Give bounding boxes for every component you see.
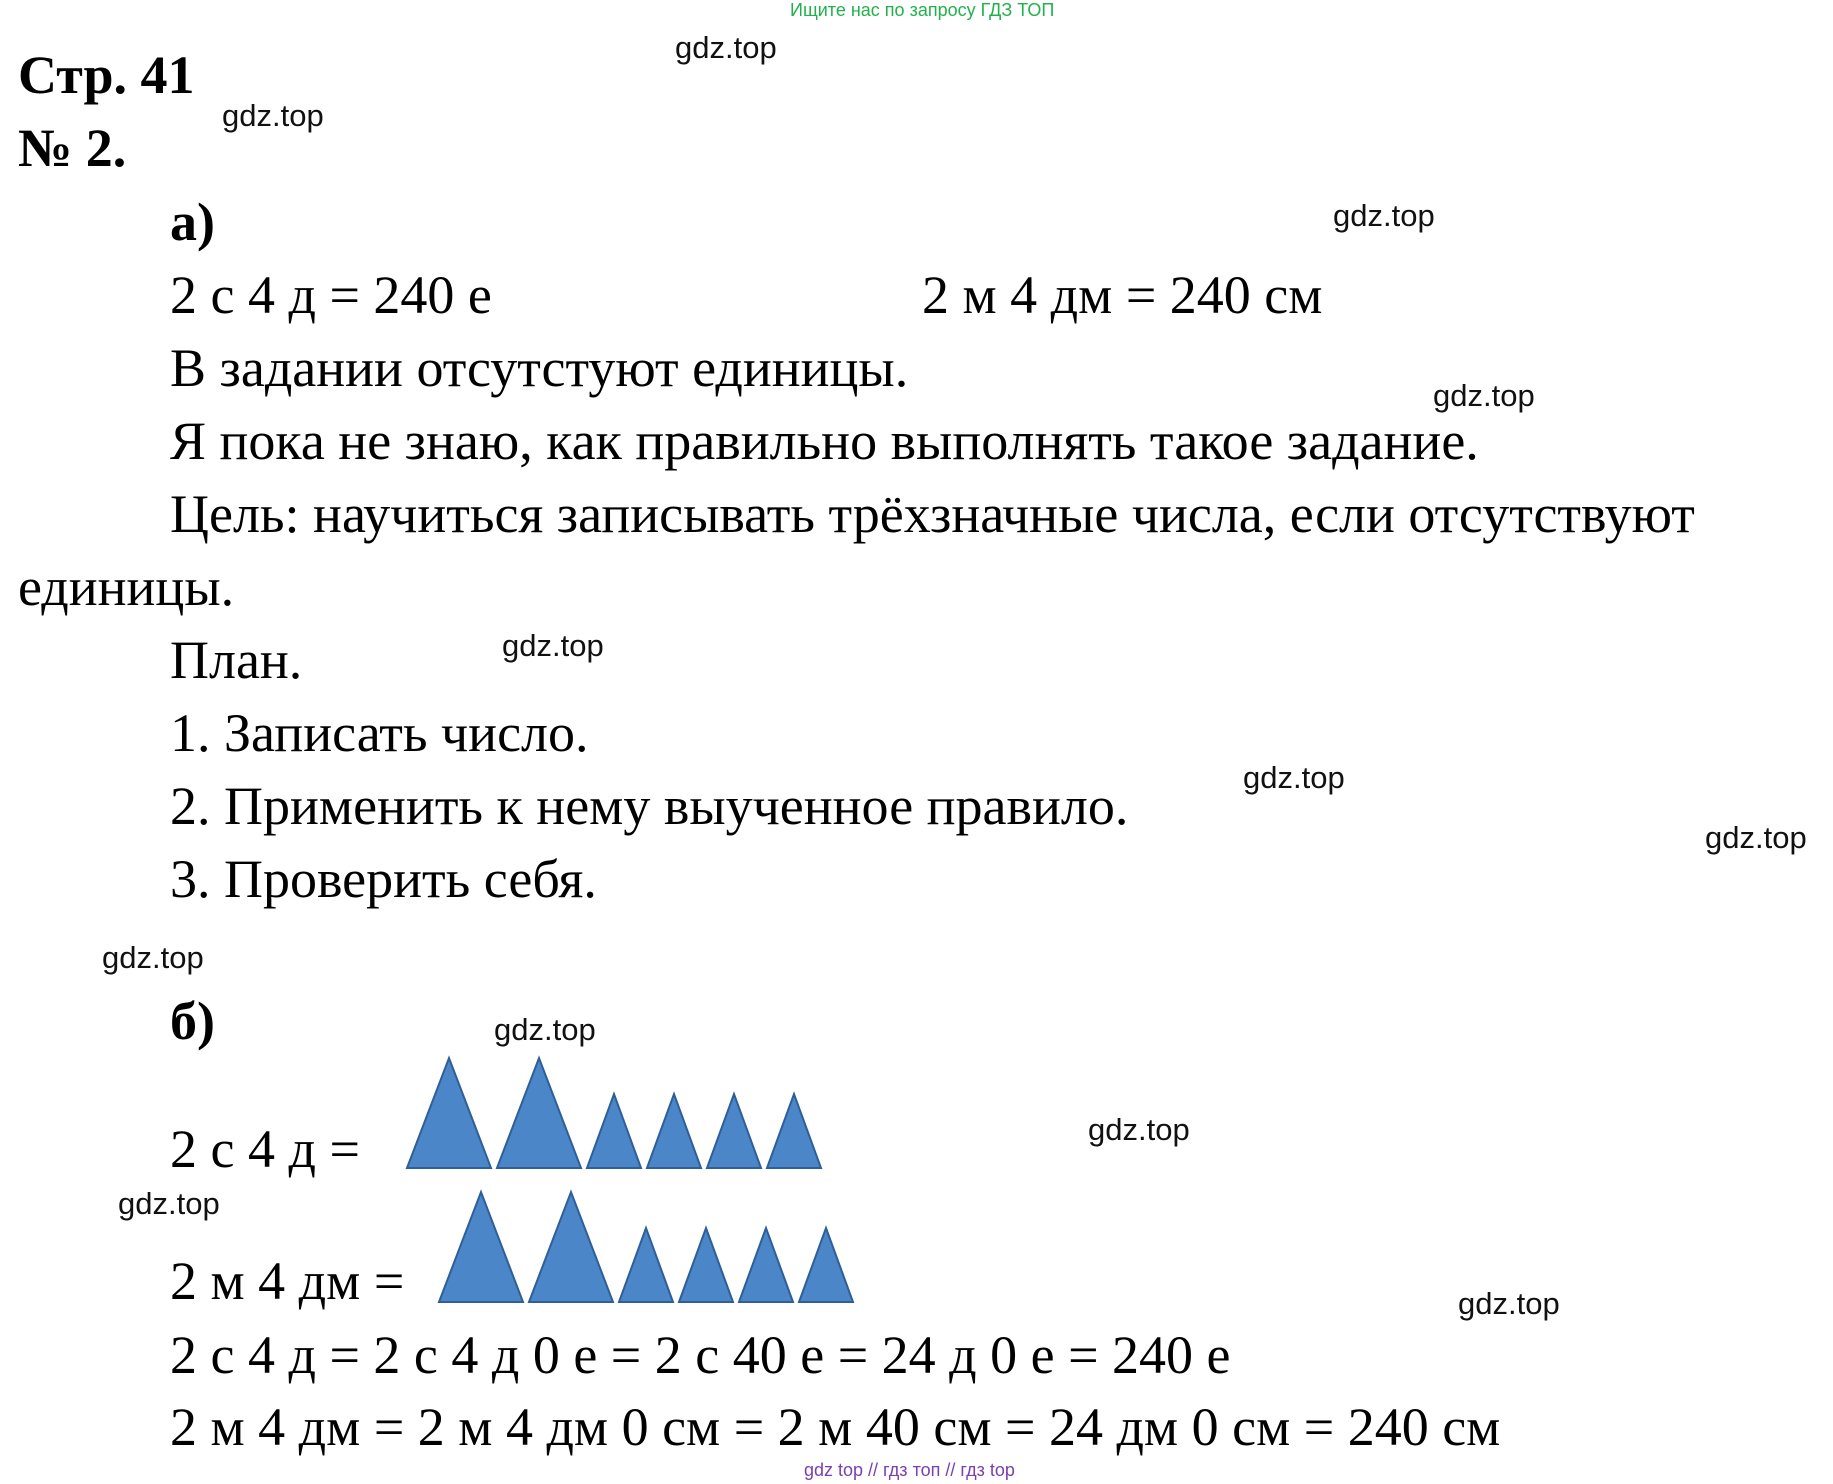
row2-label: 2 м 4 дм =: [170, 1251, 405, 1311]
small-triangle-icon: [619, 1228, 673, 1302]
plan-title: План.: [170, 630, 303, 690]
watermark: gdz.top: [1088, 1112, 1190, 1147]
triangle-row-2: [437, 1190, 877, 1310]
plan-item-1: 1. Записать число.: [170, 703, 589, 763]
bottom-banner: gdz top // гдз топ // гдз top: [804, 1460, 1015, 1480]
equation-2: 2 м 4 дм = 2 м 4 дм 0 см = 2 м 40 см = 24 дм 0 см = 240 см: [170, 1397, 1501, 1457]
watermark: gdz.top: [102, 940, 204, 975]
small-triangle-icon: [739, 1228, 793, 1302]
watermark: gdz.top: [494, 1012, 596, 1047]
watermark: gdz.top: [1458, 1286, 1560, 1321]
plan-item-2: 2. Применить к нему выученное правило.: [170, 776, 1129, 836]
small-triangle-icon: [767, 1094, 821, 1168]
equation-1: 2 с 4 д = 2 с 4 д 0 е = 2 с 40 е = 24 д 0 е = 240 е: [170, 1325, 1231, 1385]
big-triangle-icon: [407, 1058, 491, 1168]
part-a-line1: В задании отсутстуют единицы.: [170, 338, 909, 398]
watermark: gdz.top: [502, 628, 604, 663]
task-number: № 2.: [18, 118, 127, 178]
page-title: Стр. 41: [18, 45, 195, 105]
small-triangle-icon: [707, 1094, 761, 1168]
goal-line-1: Цель: научиться записывать трёхзначные числа, если отсутствуют: [170, 484, 1695, 544]
part-a-eq-right: 2 м 4 дм = 240 см: [922, 265, 1323, 325]
big-triangle-icon: [439, 1192, 523, 1302]
part-a-eq-left: 2 с 4 д = 240 е: [170, 265, 492, 325]
triangle-row-1: [405, 1056, 825, 1176]
watermark: gdz.top: [1433, 378, 1535, 413]
small-triangle-icon: [647, 1094, 701, 1168]
small-triangle-icon: [587, 1094, 641, 1168]
watermark: gdz.top: [118, 1186, 220, 1221]
part-a-line2: Я пока не знаю, как правильно выполнять такое задание.: [170, 411, 1479, 471]
big-triangle-icon: [529, 1192, 613, 1302]
top-banner: Ищите нас по запросу ГДЗ ТОП: [790, 0, 1055, 20]
goal-line-2: единицы.: [18, 557, 235, 617]
part-b-label: б): [170, 991, 215, 1051]
plan-item-3: 3. Проверить себя.: [170, 849, 597, 909]
watermark: gdz.top: [1243, 760, 1345, 795]
watermark: gdz.top: [222, 98, 324, 133]
row1-label: 2 с 4 д =: [170, 1119, 360, 1179]
watermark: gdz.top: [1333, 198, 1435, 233]
watermark: gdz.top: [1705, 820, 1807, 855]
big-triangle-icon: [497, 1058, 581, 1168]
watermark: gdz.top: [675, 30, 777, 65]
small-triangle-icon: [799, 1228, 853, 1302]
small-triangle-icon: [679, 1228, 733, 1302]
part-a-label: а): [170, 192, 215, 252]
